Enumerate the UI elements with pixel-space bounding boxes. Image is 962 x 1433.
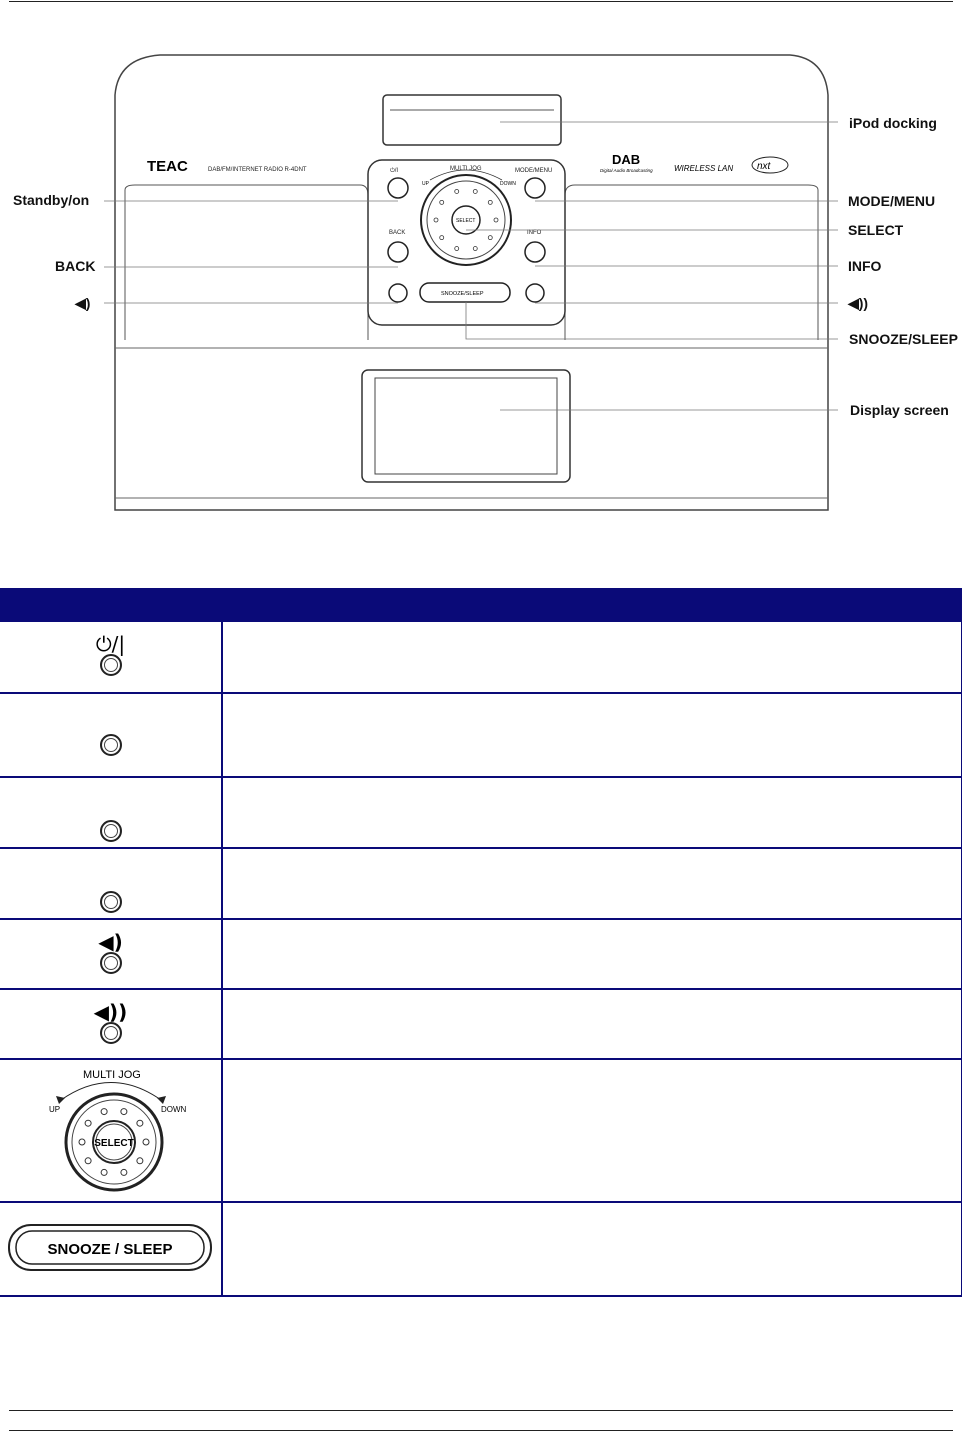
ipod-dock — [383, 95, 561, 145]
svg-text:DOWN: DOWN — [160, 1105, 186, 1114]
table-row — [0, 848, 962, 919]
svg-text:SNOOZE / SLEEP: SNOOZE / SLEEP — [46, 1241, 173, 1258]
button-icon — [0, 777, 222, 848]
dab-logo: DAB — [612, 152, 641, 167]
table-row — [0, 621, 962, 693]
volume-down-button — [389, 284, 407, 302]
dial-dot — [455, 189, 459, 193]
dial-dot — [120, 1169, 126, 1175]
dial-dot — [440, 236, 444, 240]
dial-dot — [434, 218, 438, 222]
display-screen — [362, 370, 570, 482]
callout-ipod-docking: iPod docking — [849, 115, 937, 131]
row-description — [222, 1059, 962, 1202]
row-description — [222, 989, 962, 1059]
table-row — [0, 989, 962, 1059]
callout-select: SELECT — [848, 222, 904, 238]
dial-dot — [473, 189, 477, 193]
mode-menu-button — [525, 178, 545, 198]
row-description — [222, 1202, 962, 1296]
multi-jog-label: MULTI JOG — [450, 166, 482, 172]
footer-rule-2 — [9, 1430, 953, 1431]
wireless-lan-label: WIRELESS LAN — [674, 164, 734, 173]
down-label: DOWN — [500, 181, 516, 187]
dial-dot — [488, 200, 492, 204]
power-symbol-label: ⏻/I — [390, 168, 399, 174]
callout-volume-down: ◀) — [75, 295, 91, 311]
snooze-sleep-graphic — [6, 1203, 216, 1283]
callout-standby-on: Standby/on — [13, 192, 90, 208]
table-row — [0, 1059, 962, 1202]
table-row — [0, 1202, 962, 1296]
snooze-label: SNOOZE/SLEEP — [441, 291, 484, 297]
volume-up-icon: ◀)) — [0, 989, 222, 1059]
callout-volume-up: ◀)) — [848, 295, 869, 311]
header-col-3 — [748, 588, 962, 621]
back-button — [388, 242, 408, 262]
dial-dot — [455, 247, 459, 251]
info-label: INFO — [527, 230, 542, 236]
multi-jog-dial-graphic — [21, 1060, 201, 1195]
dial-dot — [488, 236, 492, 240]
table-row — [0, 919, 962, 989]
table-row — [0, 693, 962, 777]
header-col-1 — [0, 588, 222, 621]
callout-display-screen: Display screen — [850, 402, 949, 418]
standby-button — [388, 178, 408, 198]
table-row — [0, 777, 962, 848]
model-label: DAB/FM/INTERNET RADIO R-4DNT — [208, 167, 307, 173]
select-label: SELECT — [456, 218, 476, 224]
up-label: UP — [422, 181, 429, 187]
svg-text:SELECT: SELECT — [93, 1138, 134, 1149]
dial-dot — [85, 1158, 91, 1164]
volume-up-button — [526, 284, 544, 302]
controls-table — [0, 588, 962, 1297]
button-icon — [0, 848, 222, 919]
brand-logo: TEAC — [147, 158, 188, 175]
callout-info: INFO — [848, 258, 882, 274]
nxt-logo: nxt — [757, 161, 771, 172]
dial-dot — [440, 200, 444, 204]
mode-menu-label: MODE/MENU — [515, 168, 553, 174]
snooze-sleep-icon — [0, 1202, 222, 1296]
callout-back: BACK — [55, 258, 96, 274]
dial-dot — [85, 1120, 91, 1126]
radio-front-panel-diagram — [0, 40, 962, 520]
callout-mode-menu: MODE/MENU — [848, 193, 936, 209]
info-button — [525, 242, 545, 262]
svg-text:MULTI JOG: MULTI JOG — [82, 1069, 141, 1081]
button-icon — [0, 693, 222, 777]
dial-dot — [136, 1158, 142, 1164]
dial-dot — [120, 1109, 126, 1115]
dial-dot — [473, 247, 477, 251]
dial-dot — [101, 1109, 107, 1115]
header-col-2 — [222, 588, 748, 621]
footer-rule-1 — [9, 1410, 953, 1411]
dab-tagline: Digital Audio Broadcasting — [600, 168, 653, 173]
dial-dot — [136, 1120, 142, 1126]
row-description — [222, 919, 962, 989]
row-description — [222, 848, 962, 919]
volume-down-icon: ◀) — [0, 919, 222, 989]
callout-snooze-sleep: SNOOZE/SLEEP — [849, 331, 958, 347]
svg-text:UP: UP — [48, 1105, 60, 1114]
power-button-icon: ⏻/| — [0, 621, 222, 693]
row-description — [222, 777, 962, 848]
row-description — [222, 693, 962, 777]
dial-dot — [494, 218, 498, 222]
multi-jog-dial-icon — [0, 1059, 222, 1202]
dial-dot — [143, 1139, 149, 1145]
top-rule — [9, 1, 953, 2]
table-header-row — [0, 588, 962, 621]
dial-dot — [79, 1139, 85, 1145]
row-description — [222, 621, 962, 693]
back-label: BACK — [389, 230, 406, 236]
dial-dot — [101, 1169, 107, 1175]
